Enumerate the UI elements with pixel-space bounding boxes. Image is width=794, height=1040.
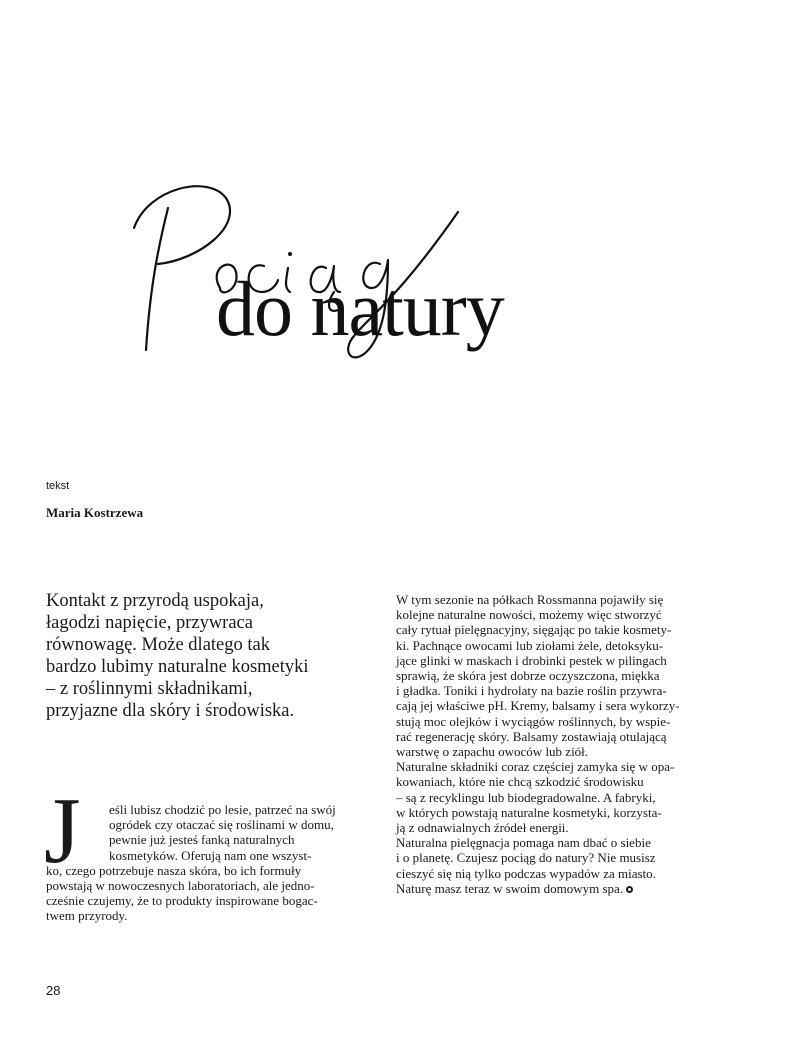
body-line: kolejne naturalne nowości, możemy więc stworzyć [396, 607, 662, 623]
body-line: cieszyć się nią tylko podczas wypadów za miasto. [396, 865, 656, 881]
body-line: kosmetyków. Oferują nam one wszyst- [109, 847, 312, 863]
body-line: cześnie czujemy, że to produkty inspirowane bogac- [46, 893, 318, 909]
body-line: warstwę o zapachu owoców lub ziół. [396, 744, 589, 760]
body-line: jące glinki w maskach i drobinki pestek w pilingach [396, 652, 667, 668]
body-line: stują moc olejków i wyciągów roślinnych, by wspie- [396, 713, 671, 729]
body-line: eśli lubisz chodzić po lesie, patrzeć na swój [109, 802, 336, 817]
credit-label: tekst [46, 480, 70, 492]
body-line: Naturalna pielęgnacja pomaga nam dbać o siebie [396, 835, 651, 851]
body-line: – są z recyklingu lub biodegradowalne. A fabryki, [396, 789, 656, 805]
page-number: 28 [46, 983, 61, 998]
title-serif: do natury [216, 265, 504, 352]
end-mark-icon [626, 886, 633, 893]
body-line: sprawią, że skóra jest dobrze oczyszczona, miękka [396, 668, 660, 684]
body-line: twem przyrody. [46, 908, 128, 924]
body-line: i o planetę. Czujesz pociąg do natury? Nie musisz [396, 850, 656, 866]
body-line: ogródek czy otaczać się roślinami w domu, [109, 817, 334, 833]
body-line: pewnie już jesteś fanką naturalnych [109, 832, 295, 848]
lead-line: przyjazne dla skóry i środowiska. [46, 701, 295, 721]
body-line: ją z odnawialnych źródeł energii. [396, 820, 569, 836]
left-column-text [46, 802, 368, 924]
drop-cap: J [44, 779, 81, 883]
lead-line: – z roślinnymi składnikami, [46, 679, 253, 699]
body-line: i gładka. Toniki i hydrolaty na bazie roślin przywra- [396, 683, 667, 699]
body-line: ki. Pachnące owocami lub ziołami żele, detoksyku- [396, 637, 664, 653]
lead-line: łagodzi napięcie, przywraca [46, 613, 253, 633]
body-line: Naturalne składniki coraz częściej zamyka się w opa- [396, 759, 675, 775]
lead-line: Kontakt z przyrodą uspokaja, [46, 591, 264, 611]
lead-paragraph [46, 590, 376, 722]
last-line-text: Naturę masz teraz w swoim domowym spa. [396, 880, 624, 896]
body-line: ko, czego potrzebuje nasza skóra, bo ich formuły [46, 862, 302, 878]
lead-line: bardzo lubimy naturalne kosmetyki [46, 657, 309, 677]
body-line: kowaniach, które nie chcą szkodzić środowisku [396, 774, 644, 790]
body-line-last [396, 881, 730, 896]
right-column-text [396, 592, 730, 896]
body-line: powstają w nowoczesnych laboratoriach, ale jedno- [46, 878, 315, 894]
author-name: Maria Kostrzewa [46, 505, 144, 520]
body-line: cają jej właściwe pH. Kremy, balsamy i sera wykorzy- [396, 698, 680, 714]
body-line: cały rytuał pielęgnacyjny, sięgając po takie kosmety- [396, 622, 672, 638]
body-line: w których powstają naturalne kosmetyki, korzysta- [396, 804, 662, 820]
body-line: rać regenerację skóry. Balsamy zostawiają otulającą [396, 728, 667, 744]
lead-line: równowagę. Może dlatego tak [46, 635, 270, 655]
body-line: W tym sezonie na półkach Rossmanna pojawiły się [396, 592, 664, 607]
